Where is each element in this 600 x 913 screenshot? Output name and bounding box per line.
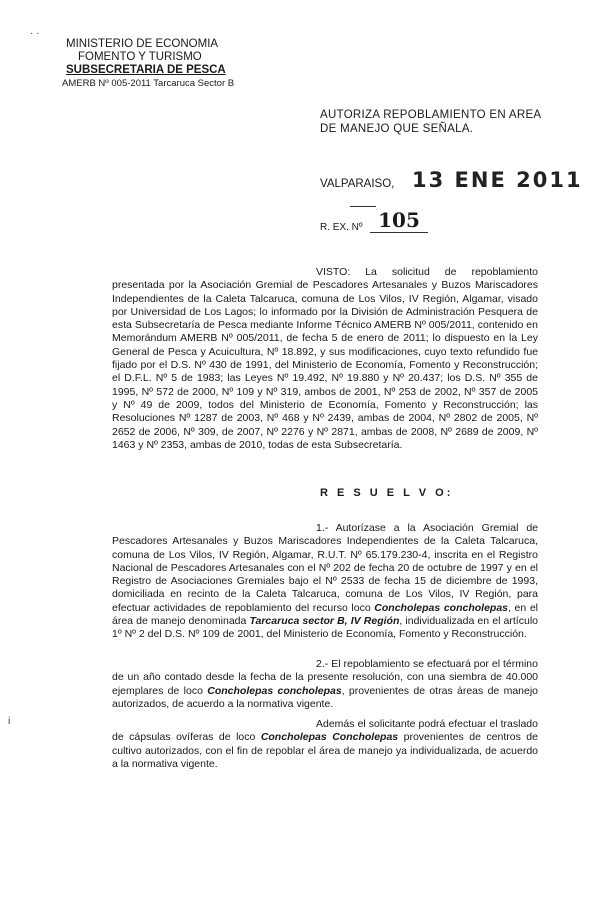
article-1-text-a: 1.- Autorízase a la Asociación Gremial de Pescadores Artesanales y Buzos Mariscadores Independientes de la Caleta Talcaruca, comuna de Los Vilos, IV Región, Algamar, R.U.T. Nº 65.179.230-4, inscrita en el Registro Nacional de Pescadores Artesanales con el Nº 202 de fecha 20 de octubre de 1997 y en el Registro de Asociaciones Gremiales bajo el Nº 2533 de fecha 15 de diciembre de 1993, domiciliada en recinto de la Caleta Talcaruca, comuna de Los Vilos, IV Región, para efectuar actividades de repoblamiento del recurso loco bbox=[112, 522, 538, 614]
date-stamp: 13 ENE 2011 bbox=[412, 168, 583, 192]
article-1-text-c: , individualizada en el artículo 1º Nº 2 del D.S. Nº 109 de 2001, del Ministerio de Economía, Fomento y Reconstrucción. bbox=[112, 615, 538, 641]
ministry-subtitle: FOMENTO Y TURISMO bbox=[78, 51, 202, 63]
article-1-species: Concholepas concholepas bbox=[374, 601, 509, 614]
scan-mark: · · bbox=[30, 28, 40, 39]
article-2-text-b: , provenientes de otras áreas de manejo autorizados, de acuerdo a la normativa vigente. bbox=[112, 684, 539, 710]
reference-code: AMERB Nº 005-2011 Tarcaruca Sector B bbox=[62, 78, 235, 89]
place-label: VALPARAISO, bbox=[320, 178, 395, 190]
article-1 bbox=[112, 522, 538, 642]
number-dash bbox=[350, 206, 376, 207]
subject-line-1: AUTORIZA REPOBLAMIENTO EN AREA bbox=[320, 109, 542, 121]
article-3-text-b: provenientes de centros de cultivo autorizados, con el fin de repoblar el área de manejo ya individualizada, de acuerdo a la normativa vigente. bbox=[112, 731, 538, 770]
resolution-number: 105 bbox=[370, 208, 428, 233]
letterhead bbox=[62, 38, 235, 90]
ministry-name: MINISTERIO DE ECONOMIA bbox=[66, 38, 219, 50]
article-3 bbox=[112, 718, 538, 771]
subject-line-2: DE MANEJO QUE SEÑALA. bbox=[320, 123, 474, 135]
visto-paragraph: VISTO: La solicitud de repoblamiento presentada por la Asociación Gremial de Pescadores Artesanales y Buzos Mariscadores Independientes de la Caleta Talcaruca, comuna de Los Vilos, IV Región, Algamar, visado por Universidad de Los Lagos; lo informado por la División de Administración Pesquera de esta Subsecretaría de Pesca mediante Informe Técnico AMERB Nº 005/2011, contenido en Memorándum AMERB Nº 005/2011, de fecha 5 de enero de 2011; lo dispuesto en la Ley General de Pesca y Acuicultura, Nº 18.892, y sus modificaciones, cuyo texto refundido fue fijado por el D.S. Nº 430 de 1991, del Ministerio de Economía, Fomento y Reconstrucción; el D.F.L. Nº 5 de 1983; las Leyes Nº 19.492, Nº 19.880 y Nº 20.437; los D.S. Nº 355 de 1995, Nº 572 de 2000, Nº 109 y Nº 319, ambos de 2001, Nº 253 de 2002, Nº 357 de 2005 y Nº 49 de 2009, todos del Ministerio de Economía, Fomento y Reconstrucción; las Resoluciones Nº 1287 de 2003, Nº 468 y Nº 2439, ambas de 2004, Nº 2802 de 2005, Nº 2652 de 2006, Nº 309, de 2007, Nº 2276 y Nº 2871, ambas de 2008, Nº 2689 de 2009, Nº 1463 y Nº 2353, ambas de 2010, todas de esta Subsecretaría. bbox=[112, 266, 538, 451]
subsecretaria-name: SUBSECRETARIA DE PESCA bbox=[66, 64, 226, 76]
article-1-text-b: , en el área de manejo denominada bbox=[112, 601, 539, 628]
resuelvo-heading: R E S U E L V O: bbox=[320, 487, 454, 499]
article-2 bbox=[112, 658, 538, 711]
margin-mark: i bbox=[8, 716, 11, 727]
article-3-text-a: Además el solicitante podrá efectuar el traslado de cápsulas ovíferas de loco bbox=[112, 718, 538, 744]
document-subject bbox=[320, 108, 541, 136]
article-2-text-a: 2.- El repoblamiento se efectuará por el término de un año contado desde la fecha de la presente resolución, con una siembra de 40.000 ejemplares de loco bbox=[112, 658, 538, 697]
article-2-species: Concholepas concholepas bbox=[207, 684, 342, 697]
article-1-area: Tarcaruca sector B, IV Región bbox=[249, 615, 400, 628]
article-3-species: Concholepas Concholepas bbox=[260, 731, 399, 744]
resolution-label: R. EX. Nº bbox=[320, 222, 363, 233]
